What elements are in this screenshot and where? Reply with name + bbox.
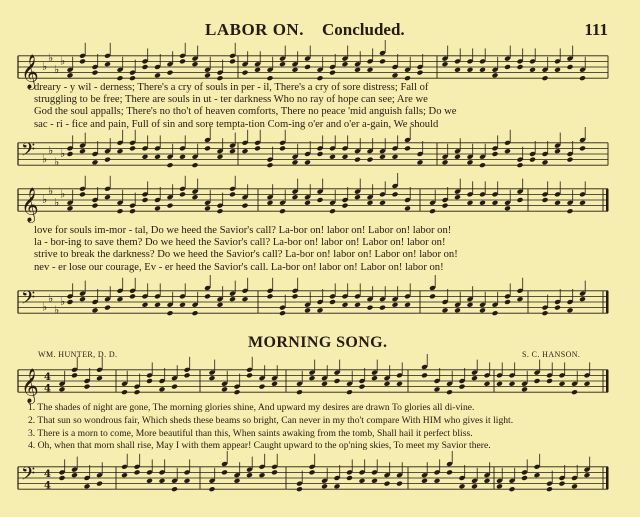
lyric-line: dreary - y wil - derness; There's a cry of souls in per - il, There's a cry of sore distress; Fall of xyxy=(34,82,429,93)
bass-staff-1 xyxy=(0,136,640,172)
svg-text:♭: ♭ xyxy=(60,147,66,160)
lyric-line: 1. The shades of night are gone, The morning glories shine, And upward my desires are drawn To glories all di-vine. xyxy=(28,402,475,413)
svg-text:♭: ♭ xyxy=(42,193,48,206)
svg-text:♭: ♭ xyxy=(54,195,60,209)
lyrics-block-3 xyxy=(28,402,618,453)
page-header xyxy=(0,18,640,42)
bass-staff-3 xyxy=(0,455,640,501)
svg-text:𝄞: 𝄞 xyxy=(21,368,39,404)
svg-text:♭: ♭ xyxy=(60,54,66,68)
lyric-line: sac - ri - fice and pain, Full of sin and sore tempta-tion Com-ing o'er and o'er a-gain, We should xyxy=(34,118,439,130)
svg-text:𝄢: 𝄢 xyxy=(21,464,36,490)
lyric-line: strive to break the darkness? Do we heed the Savior's call? La-bor on! labor on! Labor on! labor on! xyxy=(34,249,458,261)
page-number: 111 xyxy=(584,20,608,39)
svg-text:♭: ♭ xyxy=(60,187,66,201)
svg-text:𝄞: 𝄞 xyxy=(21,187,39,223)
lyric-line: la - bor-ing to save them? Do we heed the Savior's call? La-bor on! labor on! Labor on! labor on! xyxy=(34,237,446,249)
svg-text:♭: ♭ xyxy=(48,51,54,65)
svg-text:♭: ♭ xyxy=(48,144,54,158)
lyric-line: 3. There is a morn to come, More beautiful than this, When saints awaking from the tomb, Shall hail it perfect bliss. xyxy=(28,427,473,439)
song-subtitle: Concluded. xyxy=(322,20,405,39)
author-credit: WM. HUNTER, D. D. xyxy=(38,350,118,359)
lyric-line: 4. Oh, when that morn shall rise, May I with them appear! Caught upward to the op'ning skies, To meet my Savior there. xyxy=(28,440,491,452)
lyric-line: nev - er lose our courage, Ev - er heed the Savior's call. La-bor on! labor on! Labor on! labor on! xyxy=(34,261,444,273)
song-title-morning: MORNING SONG. xyxy=(248,334,388,351)
lyric-line: 2. That sun so wondrous fair, Which sheds these beams so bright, Can never in my tho't compare With HIM who gives it light. xyxy=(28,414,514,426)
svg-text:𝄞: 𝄞 xyxy=(21,54,39,90)
lyric-line: God the soul appalls; There's no tho't of heaven comforts, There no peace 'mid anguish falls; Do we xyxy=(34,106,457,118)
svg-text:𝄢: 𝄢 xyxy=(21,140,36,166)
svg-text:♭: ♭ xyxy=(54,155,60,169)
svg-text:♭: ♭ xyxy=(54,62,60,76)
treble-staff-3 xyxy=(0,360,640,402)
svg-text:♭: ♭ xyxy=(42,152,48,166)
lyric-line: love for souls im-mor - tal, Do we heed the Savior's call? La-bor on! labor on! Labor on! labor on! xyxy=(34,225,452,236)
svg-text:4: 4 xyxy=(44,480,51,492)
svg-text:4: 4 xyxy=(44,383,51,395)
lyrics-block-2 xyxy=(34,225,614,274)
song-title: LABOR ON. xyxy=(205,20,304,39)
treble-staff-2 xyxy=(0,178,640,222)
composer-credit: S. C. HANSON. xyxy=(522,350,581,359)
svg-text:♭: ♭ xyxy=(54,303,60,317)
svg-text:♭: ♭ xyxy=(48,184,54,198)
svg-text:𝄢: 𝄢 xyxy=(21,288,36,314)
svg-text:4: 4 xyxy=(44,371,51,383)
svg-text:4: 4 xyxy=(44,468,51,480)
bass-staff-2 xyxy=(0,280,640,324)
svg-text:♭: ♭ xyxy=(48,292,54,306)
svg-text:♭: ♭ xyxy=(42,300,48,314)
svg-text:♭: ♭ xyxy=(60,295,66,308)
lyric-line: struggling to be free; There are souls in ut - ter darkness Who no ray of hope can see; Are we xyxy=(34,94,428,106)
lyrics-block-1 xyxy=(34,82,614,131)
svg-text:♭: ♭ xyxy=(42,60,48,73)
